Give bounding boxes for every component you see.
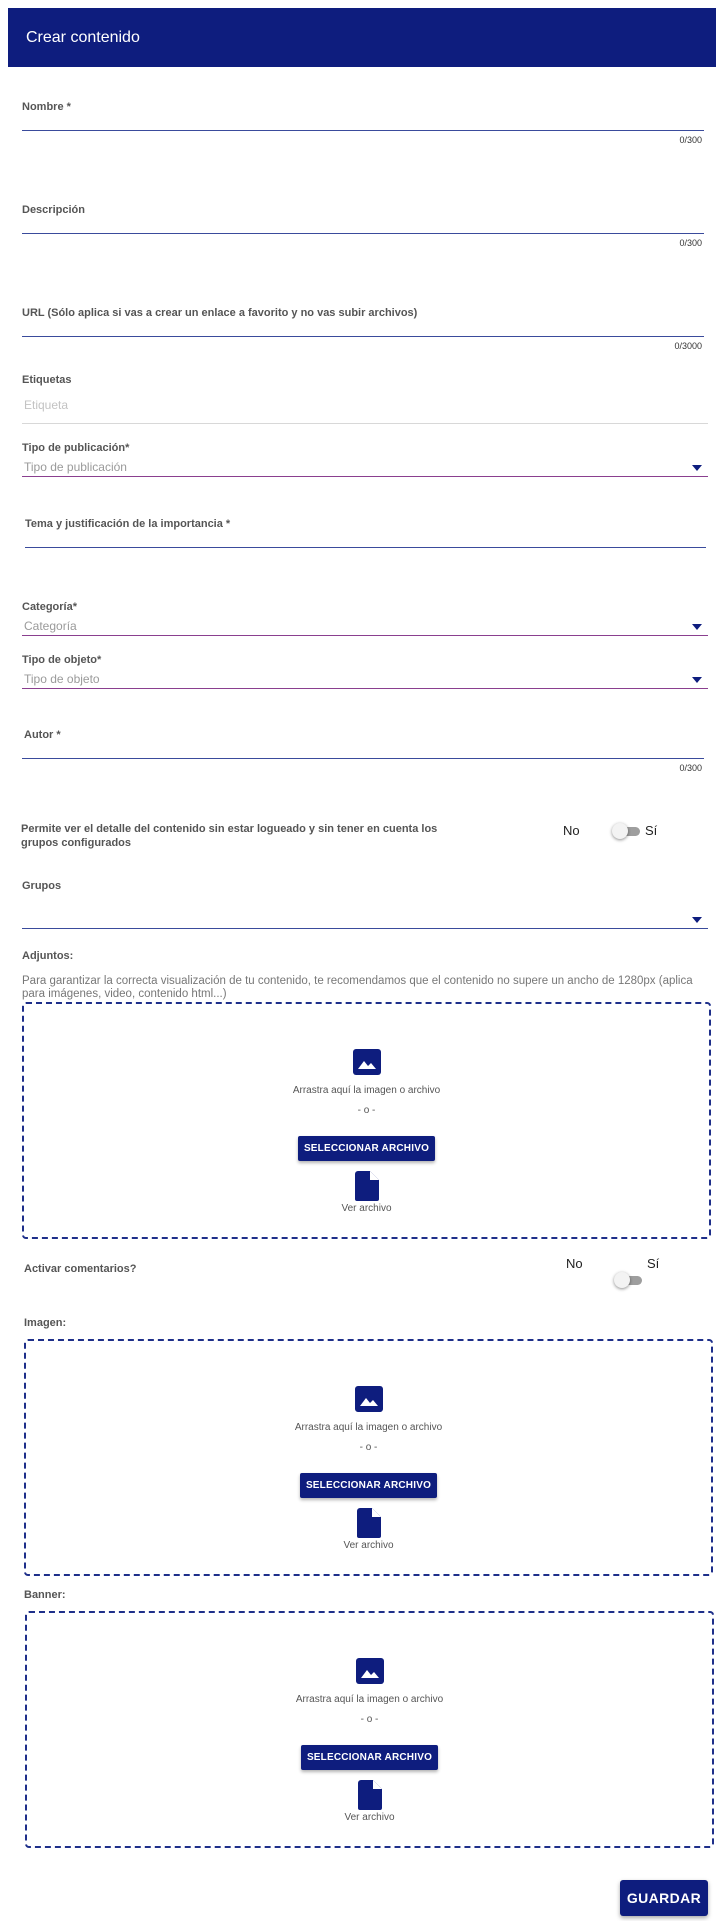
tipo-publicacion-value: Tipo de publicación [24,460,127,474]
or-text: - o - [359,1442,378,1453]
descripcion-label: Descripción [22,204,85,216]
adjuntos-label: Adjuntos: [22,950,74,962]
page-title: Crear contenido [26,28,140,46]
view-file-link[interactable]: Ver archivo [343,1540,394,1551]
grupos-underline [22,928,708,929]
tema-label: Tema y justificación de la importancia * [25,518,231,530]
etiquetas-input[interactable]: Etiqueta [24,398,69,412]
comentarios-label: Activar comentarios? [24,1263,137,1275]
categoria-label: Categoría* [22,601,78,613]
imagen-dropzone[interactable] [24,1339,713,1576]
autor-underline [22,758,704,759]
view-file-link[interactable]: Ver archivo [344,1812,395,1823]
url-counter: 0/3000 [674,341,702,351]
nombre-label: Nombre * [22,101,71,113]
autor-input[interactable] [22,736,704,758]
autor-counter: 0/300 [679,763,702,773]
imagen-label: Imagen: [24,1317,67,1329]
categoria-value: Categoría [24,619,77,633]
chevron-down-icon[interactable] [692,917,702,923]
tema-underline [25,547,706,548]
comentarios-off-label: No [566,1256,583,1271]
drag-text: Arrastra aquí la imagen o archivo [292,1085,441,1096]
categoria-underline [22,635,708,636]
banner-label: Banner: [24,1589,66,1601]
tipo-objeto-select[interactable] [22,670,708,688]
image-icon [353,1049,381,1075]
etiquetas-label: Etiquetas [22,374,72,386]
chevron-down-icon[interactable] [692,465,702,471]
drag-text: Arrastra aquí la imagen o archivo [295,1694,444,1705]
nombre-input[interactable] [22,108,704,130]
tipo-objeto-underline [22,688,708,689]
or-text: - o - [360,1714,379,1725]
select-file-button[interactable]: SELECCIONAR ARCHIVO [301,1745,438,1770]
nombre-underline [22,130,704,131]
url-underline [22,336,704,337]
grupos-label: Grupos [22,880,62,892]
descripcion-counter: 0/300 [679,238,702,248]
page-header [8,8,716,67]
tipo-publicacion-underline [22,476,708,477]
image-icon [356,1658,384,1684]
url-label: URL (Sólo aplica si vas a crear un enlace a favorito y no vas subir archivos) [22,307,418,319]
permite-ver-on-label: Sí [645,823,658,838]
select-file-button[interactable]: SELECCIONAR ARCHIVO [300,1473,437,1498]
categoria-select[interactable] [22,617,708,635]
tema-input[interactable] [25,525,706,547]
file-icon[interactable] [358,1780,382,1810]
banner-dropzone[interactable] [25,1611,714,1848]
adjuntos-note: Para garantizar la correcta visualización de tu contenido, te recomendamos que el contenido no supere un ancho de 1280px (aplica para imágenes, video, contenido html...) [22,975,693,1000]
etiquetas-underline [22,423,708,424]
file-icon[interactable] [357,1508,381,1538]
save-button[interactable]: GUARDAR [620,1880,708,1916]
toggle-knob [612,823,628,839]
image-icon [355,1386,383,1412]
tipo-publicacion-label: Tipo de publicación* [22,442,130,454]
select-file-button[interactable]: SELECCIONAR ARCHIVO [298,1136,435,1161]
drag-text: Arrastra aquí la imagen o archivo [294,1422,443,1433]
comentarios-toggle[interactable] [614,1272,642,1288]
tipo-publicacion-select[interactable] [22,458,708,476]
comentarios-on-label: Sí [647,1256,660,1271]
grupos-select[interactable] [22,904,708,928]
chevron-down-icon[interactable] [692,624,702,630]
permite-ver-toggle[interactable] [612,823,640,839]
permite-ver-label: Permite ver el detalle del contenido sin estar logueado y sin tener en cuenta los grupos configurados [21,823,438,849]
descripcion-input[interactable] [22,211,704,233]
toggle-knob [614,1272,630,1288]
adjuntos-dropzone[interactable] [22,1002,711,1239]
tipo-objeto-label: Tipo de objeto* [22,654,102,666]
permite-ver-off-label: No [563,823,580,838]
view-file-link[interactable]: Ver archivo [341,1203,392,1214]
nombre-counter: 0/300 [679,135,702,145]
chevron-down-icon[interactable] [692,677,702,683]
tipo-objeto-value: Tipo de objeto [24,672,100,686]
file-icon[interactable] [355,1171,379,1201]
descripcion-underline [22,233,704,234]
autor-label: Autor * [24,729,61,741]
or-text: - o - [357,1105,376,1116]
url-input[interactable] [22,314,704,336]
